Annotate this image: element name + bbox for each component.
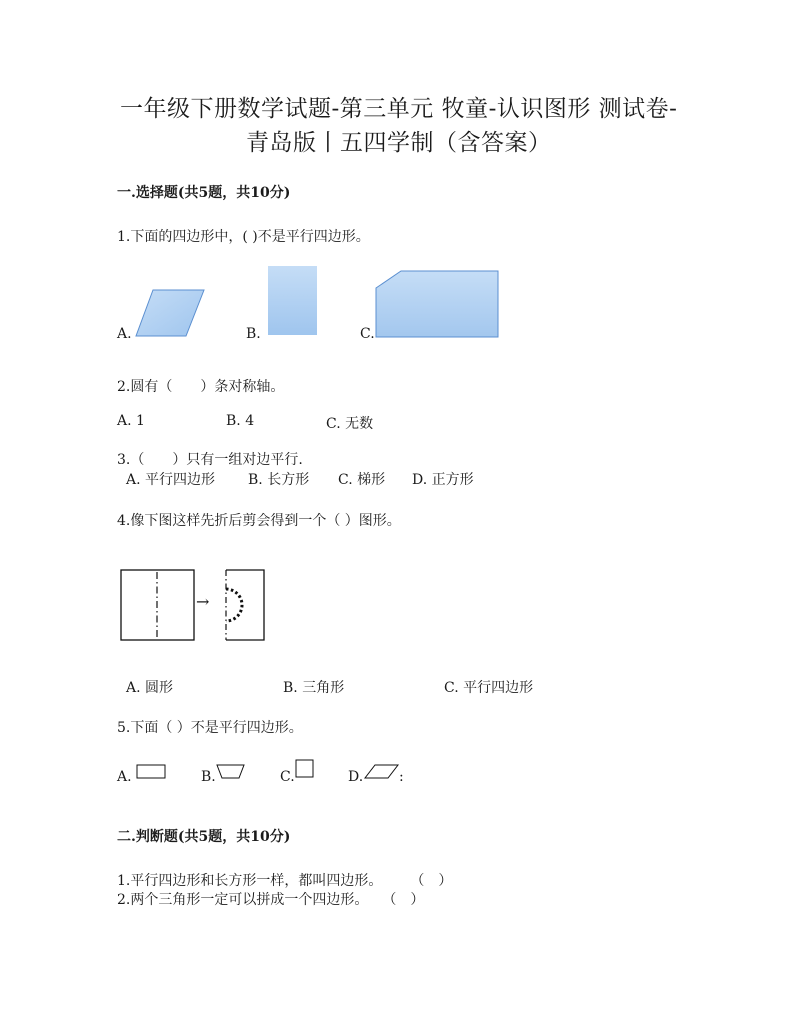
question-3-option-a[interactable]: A. 平行四边形 bbox=[126, 472, 216, 488]
question-3-option-c[interactable]: C. 梯形 bbox=[338, 472, 386, 488]
question-5-trailing-mark: : bbox=[399, 769, 404, 785]
question-1-stem: 1.下面的四边形中，( )不是平行四边形。 bbox=[117, 229, 370, 245]
question-5-stem: 5.下面（ ）不是平行四边形。 bbox=[117, 720, 303, 736]
trapezoid-shape bbox=[216, 764, 246, 780]
small-rectangle-shape bbox=[136, 764, 166, 780]
question-3-option-b[interactable]: B. 长方形 bbox=[248, 472, 310, 488]
question-4-option-a[interactable]: A. 圆形 bbox=[126, 680, 174, 696]
section-heading-choice: 一.选择题(共5题，共10分) bbox=[117, 185, 291, 201]
parallelogram-shape bbox=[135, 289, 205, 337]
question-4-option-c[interactable]: C. 平行四边形 bbox=[444, 680, 534, 696]
fold-arrow: → bbox=[196, 592, 210, 611]
page-title-line1: 一年级下册数学试题-第三单元 牧童-认识图形 测试卷- bbox=[120, 96, 678, 122]
small-parallelogram-shape bbox=[364, 764, 400, 780]
question-5-option-a[interactable]: A. bbox=[117, 769, 132, 785]
question-3-stem: 3.（ ）只有一组对边平行. bbox=[117, 452, 303, 468]
cut-half-circle-figure bbox=[224, 569, 266, 641]
pentagon-shape bbox=[375, 270, 499, 338]
question-5-option-c[interactable]: C. bbox=[280, 769, 295, 785]
question-1-option-a[interactable]: A. bbox=[117, 326, 132, 342]
question-1-option-c[interactable]: C. bbox=[360, 326, 375, 342]
question-4-option-b[interactable]: B. 三角形 bbox=[283, 680, 345, 696]
question-2-option-a[interactable]: A. 1 bbox=[117, 413, 145, 429]
judgement-item-2: 2.两个三角形一定可以拼成一个四边形。 （ ） bbox=[117, 892, 425, 908]
question-5-option-d[interactable]: D. bbox=[348, 769, 364, 785]
page-title-line2: 青岛版丨五四学制（含答案） bbox=[246, 130, 552, 156]
small-square-shape bbox=[295, 759, 315, 779]
section-heading-judgement: 二.判断题(共5题，共10分) bbox=[117, 829, 291, 845]
folded-paper-figure bbox=[120, 569, 195, 641]
question-5-option-b[interactable]: B. bbox=[201, 769, 216, 785]
rectangle-shape bbox=[268, 266, 318, 336]
question-3-option-d[interactable]: D. 正方形 bbox=[412, 472, 474, 488]
question-2-stem: 2.圆有（ ）条对称轴。 bbox=[117, 379, 285, 395]
question-1-option-b[interactable]: B. bbox=[246, 326, 261, 342]
question-2-option-b[interactable]: B. 4 bbox=[226, 413, 255, 429]
question-2-option-c[interactable]: C. 无数 bbox=[326, 416, 374, 432]
question-4-stem: 4.像下图这样先折后剪会得到一个（ ）图形。 bbox=[117, 513, 401, 529]
judgement-item-1: 1.平行四边形和长方形一样，都叫四边形。 （ ） bbox=[117, 873, 453, 889]
